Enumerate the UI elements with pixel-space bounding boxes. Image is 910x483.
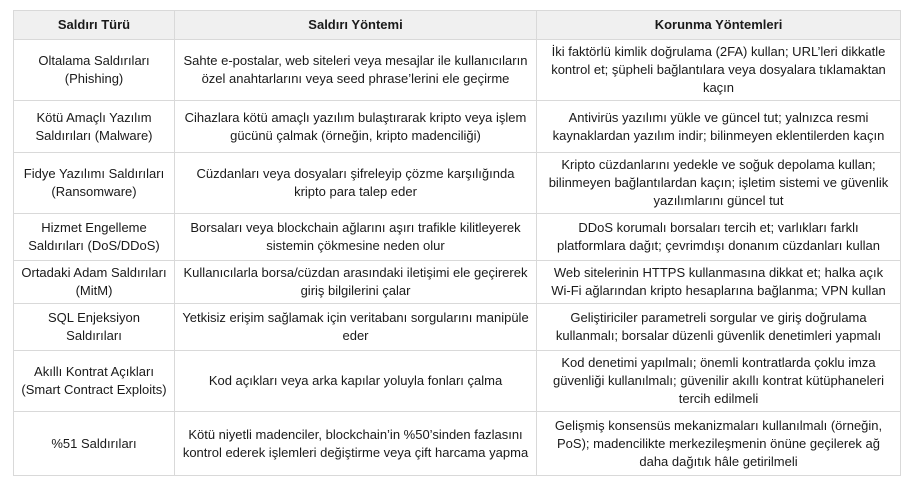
header-row: [14, 11, 901, 40]
cell-attack-method: Kötü niyetli madenciler, blockchain’in %50’sinden fazlasını kontrol ederek işlemleri değiştirme veya çift harcama yapma: [175, 412, 537, 476]
header-attack-type: Saldırı Türü: [14, 11, 175, 40]
cell-attack-method: Yetkisiz erişim sağlamak için veritabanı sorgularını manipüle eder: [175, 304, 537, 351]
cell-protection: Kripto cüzdanlarını yedekle ve soğuk depolama kullan; bilinmeyen bağlantılardan kaçın; işletim sistemi ve güvenlik yazılımlarını güncel tut: [537, 153, 901, 214]
table-row: [14, 101, 901, 153]
cell-attack-method: Sahte e-postalar, web siteleri veya mesajlar ile kullanıcıların özel anahtarlarını veya seed phrase’lerini ele geçirme: [175, 40, 537, 101]
table-row: [14, 261, 901, 304]
cell-attack-type: Fidye Yazılımı Saldırıları (Ransomware): [14, 153, 175, 214]
cell-attack-method: Kullanıcılarla borsa/cüzdan arasındaki iletişimi ele geçirerek giriş bilgilerini çalar: [175, 261, 537, 304]
cell-protection: Kod denetimi yapılmalı; önemli kontratlarda çoklu imza güvenliği kullanılmalı; güvenilir akıllı kontrat kütüphaneleri tercih edilmeli: [537, 351, 901, 412]
cell-protection: İki faktörlü kimlik doğrulama (2FA) kullan; URL’leri dikkatle kontrol et; şüpheli bağlantılara veya dosyalara tıklamaktan kaçın: [537, 40, 901, 101]
cell-protection: Geliştiriciler parametreli sorgular ve giriş doğrulama kullanmalı; borsalar düzenli güvenlik denetimleri yapmalı: [537, 304, 901, 351]
cell-attack-type: Oltalama Saldırıları (Phishing): [14, 40, 175, 101]
cell-protection: Gelişmiş konsensüs mekanizmaları kullanılmalı (örneğin, PoS); madencilikte merkezileşmenin önüne geçilerek ağ daha dağıtık hâle getirilmeli: [537, 412, 901, 476]
cell-attack-type: %51 Saldırıları: [14, 412, 175, 476]
header-attack-method: Saldırı Yöntemi: [175, 11, 537, 40]
table-row: [14, 153, 901, 214]
cell-attack-type: SQL Enjeksiyon Saldırıları: [14, 304, 175, 351]
header-protection: Korunma Yöntemleri: [537, 11, 901, 40]
cell-attack-type: Hizmet Engelleme Saldırıları (DoS/DDoS): [14, 214, 175, 261]
table-row: [14, 351, 901, 412]
cell-attack-type: Akıllı Kontrat Açıkları (Smart Contract Exploits): [14, 351, 175, 412]
table-row: [14, 304, 901, 351]
cell-attack-method: Kod açıkları veya arka kapılar yoluyla fonları çalma: [175, 351, 537, 412]
cell-attack-method: Cüzdanları veya dosyaları şifreleyip çözme karşılığında kripto para talep eder: [175, 153, 537, 214]
table-row: [14, 214, 901, 261]
cell-attack-type: Kötü Amaçlı Yazılım Saldırıları (Malware): [14, 101, 175, 153]
cell-attack-type: Ortadaki Adam Saldırıları (MitM): [14, 261, 175, 304]
table-row: [14, 40, 901, 101]
cell-attack-method: Borsaları veya blockchain ağlarını aşırı trafikle kilitleyerek sistemin çökmesine neden olur: [175, 214, 537, 261]
table-row: [14, 412, 901, 476]
cell-protection: Web sitelerinin HTTPS kullanmasına dikkat et; halka açık Wi-Fi ağlarından kripto hesaplarına bağlanma; VPN kullan: [537, 261, 901, 304]
attack-table: [13, 10, 901, 476]
cell-protection: DDoS korumalı borsaları tercih et; varlıkları farklı platformlara dağıt; çevrimdışı donanım cüzdanları kullan: [537, 214, 901, 261]
cell-protection: Antivirüs yazılımı yükle ve güncel tut; yalnızca resmi kaynaklardan yazılım indir; bilinmeyen eklentilerden kaçın: [537, 101, 901, 153]
cell-attack-method: Cihazlara kötü amaçlı yazılım bulaştırarak kripto veya işlem gücünü çalmak (örneğin, kripto madenciliği): [175, 101, 537, 153]
